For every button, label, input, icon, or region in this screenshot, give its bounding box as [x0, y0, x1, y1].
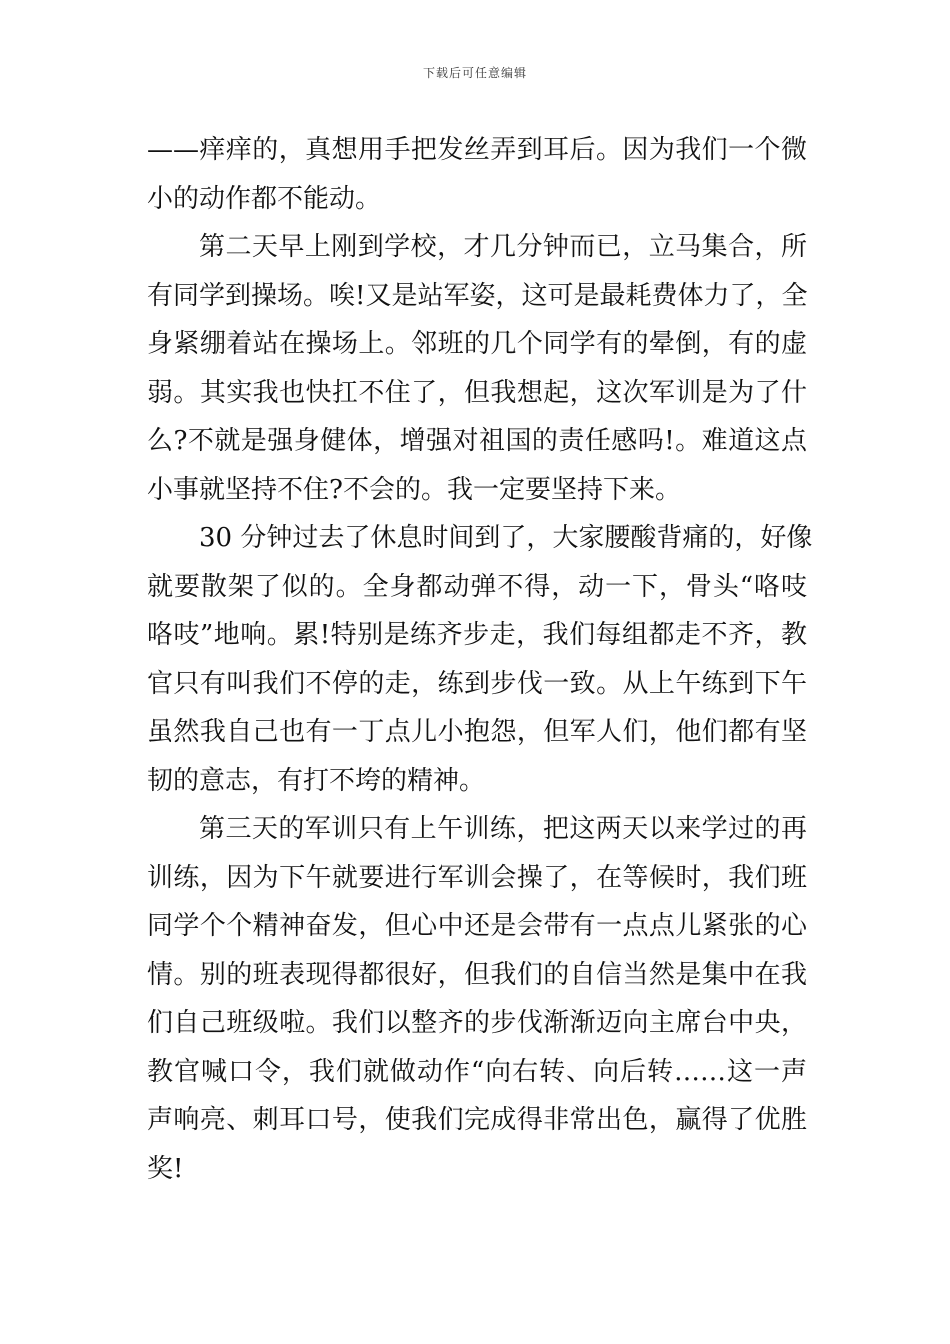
text-line: 教官喊口令，我们就做动作“向右转、向后转……这一声 — [147, 1056, 807, 1087]
text-line: 身紧绷着站在操场上。邻班的几个同学有的晕倒，有的虚 — [147, 329, 807, 359]
text-line: 官只有叫我们不停的走，练到步伐一致。从上午练到下午 — [147, 668, 807, 699]
text-line: 们自己班级啦。我们以整齐的步伐渐渐迈向主席台中央， — [147, 1008, 807, 1038]
text-line: 声响亮、刺耳口号，使我们完成得非常出色，赢得了优胜 — [147, 1105, 807, 1135]
text-line: 训练，因为下午就要进行军训会操了，在等候时，我们班 — [147, 862, 807, 893]
text-line: ——痒痒的，真想用手把发丝弄到耳后。因为我们一个微 — [147, 135, 807, 165]
text-line: 就要散架了似的。全身都动弹不得，动一下，骨头“咯吱 — [147, 571, 807, 602]
paragraph-first-line: 30 分钟过去了休息时间到了，大家腰酸背痛的，好像 — [199, 523, 813, 553]
text-line: 小事就坚持不住?不会的。我一定要坚持下来。 — [147, 474, 681, 505]
paragraph-first-line: 第二天早上刚到学校，才几分钟而已，立马集合，所 — [199, 232, 807, 262]
text-line: 咯吱”地响。累!特别是练齐步走，我们每组都走不齐，教 — [147, 620, 807, 650]
paragraph-first-line: 第三天的军训只有上午训练，把这两天以来学过的再 — [199, 814, 807, 844]
text-line: 情。别的班表现得都很好，但我们的自信当然是集中在我 — [147, 959, 807, 990]
text-line: 小的动作都不能动。 — [147, 183, 382, 214]
text-line: 奖! — [147, 1153, 184, 1184]
page-header: 下载后可任意编辑 — [422, 66, 527, 80]
essay-body — [147, 126, 813, 1193]
text-line: 么?不就是强身健体，增强对祖国的责任感吗!。难道这点 — [147, 426, 807, 456]
text-line: 同学个个精神奋发，但心中还是会带有一点点儿紧张的心 — [147, 911, 807, 941]
text-line: 韧的意志，有打不垮的精神。 — [147, 765, 486, 796]
text-line: 虽然我自己也有一丁点儿小抱怨，但军人们，他们都有坚 — [147, 717, 807, 747]
text-line: 弱。其实我也快扛不住了，但我想起，这次军训是为了什 — [147, 377, 807, 408]
text-line: 有同学到操场。唉!又是站军姿，这可是最耗费体力了，全 — [147, 280, 808, 311]
